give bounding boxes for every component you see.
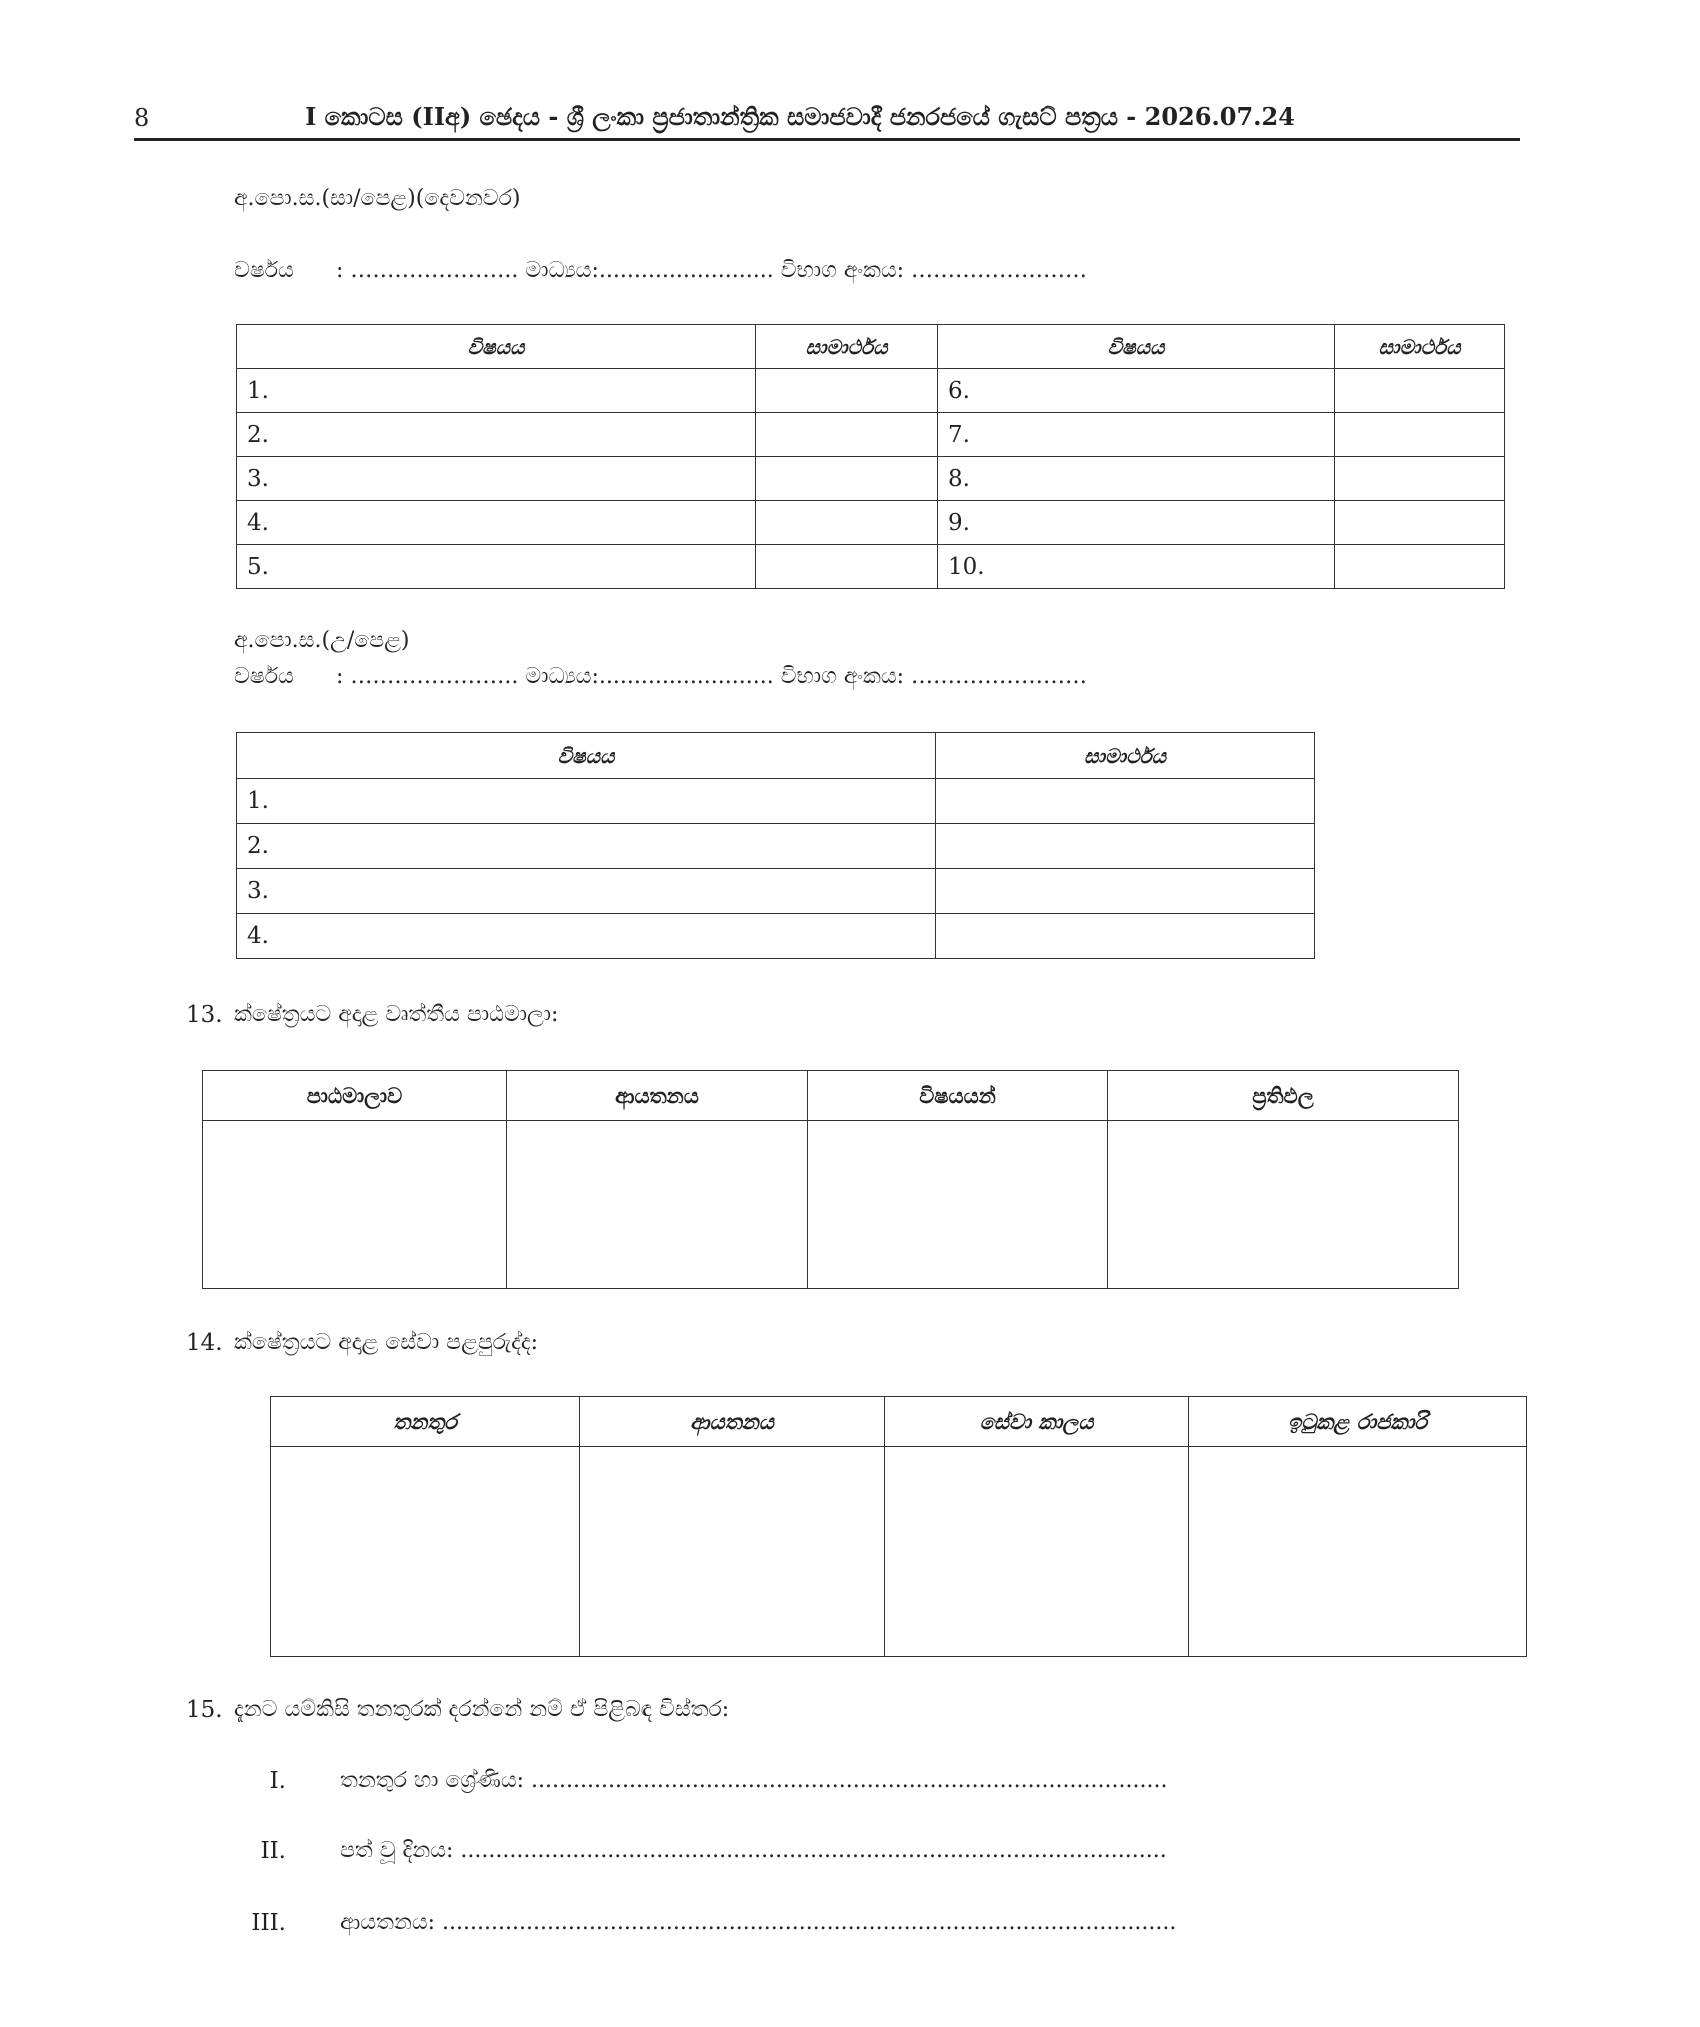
ol-col-subject-left: විෂයය [237,325,756,369]
section-14-label: ක්ෂේත්‍රයට අදාළ සේවා පළපුරුද්ද: [234,1330,539,1355]
grade-cell[interactable] [756,501,938,545]
col-position: තනතුර [271,1397,580,1447]
institute-cell[interactable] [580,1447,885,1657]
position-grade-line[interactable]: තනතුර හා ශ්‍රේණිය: ........................................................................................... [340,1768,1168,1793]
item-number: I. [269,1768,286,1794]
grade-cell[interactable] [936,869,1315,914]
grade-cell[interactable] [756,413,938,457]
grade-cell[interactable] [936,914,1315,959]
section-13-number: 13. [186,1002,223,1028]
table-row-label: 8. [938,457,1335,501]
col-institute: ආයතනය [580,1397,885,1447]
course-cell[interactable] [203,1121,507,1289]
courses-table [202,1070,1459,1289]
ol-col-grade-right: සාමාර්ථය [1335,325,1505,369]
grade-cell[interactable] [756,369,938,413]
table-row-label: 4. [237,501,756,545]
results-cell[interactable] [1108,1121,1459,1289]
ol-col-grade-left: සාමාර්ථය [756,325,938,369]
ol-col-subject-right: විෂයය [938,325,1335,369]
al-details-line: : ………………….. මාධ්‍යය:......................... විභාග අංකය: …………………… [336,664,1088,689]
table-row-label: 4. [237,914,936,959]
table-row-label: 1. [237,369,756,413]
grade-cell[interactable] [1335,545,1505,589]
section-15-label: දැනට යම්කිසි තනතුරක් දරන්නේ නම් ඒ පිළිබඳ විස්තර: [234,1697,730,1722]
grade-cell[interactable] [1335,413,1505,457]
al-heading: අ.පො.ස.(උ/පෙළ) [234,628,410,653]
table-row-label: 5. [237,545,756,589]
al-col-grade: සාමාර්ථය [936,733,1315,779]
section-13-label: ක්ෂේත්‍රයට අදාළ වෘත්තීය පාඨමාලා: [234,1002,559,1027]
grade-cell[interactable] [1335,457,1505,501]
ol-details-line: : ………………….. මාධ්‍යය:......................... විභාග අංකය: …………………… [336,258,1088,283]
subjects-cell[interactable] [808,1121,1108,1289]
header-rule [134,138,1520,141]
grade-cell[interactable] [936,779,1315,824]
ol-results-table [236,324,1505,589]
al-results-table [236,732,1315,959]
grade-cell[interactable] [936,824,1315,869]
table-row-label: 3. [237,457,756,501]
page-number: 8 [134,104,150,132]
table-row-label: 9. [938,501,1335,545]
position-cell[interactable] [271,1447,580,1657]
institute-cell[interactable] [507,1121,808,1289]
table-row-label: 10. [938,545,1335,589]
table-row-label: 2. [237,824,936,869]
institute-line[interactable]: ආයතනය: ......................................................................................................... [340,1910,1177,1935]
table-row-label: 2. [237,413,756,457]
ol-heading: අ.පො.ස.(සා/පෙළ)(දෙවනවර) [234,186,521,211]
service-period-cell[interactable] [885,1447,1189,1657]
duties-cell[interactable] [1189,1447,1527,1657]
appointment-date-line[interactable]: පත් වූ දිනය: ..................................................................................................... [340,1838,1167,1863]
section-14-number: 14. [186,1330,223,1356]
table-row-label: 3. [237,869,936,914]
col-course: පාඨමාලාව [203,1071,507,1121]
col-results: ප්‍රතිඵල [1108,1071,1459,1121]
al-year-label: වර්ෂය [234,664,294,689]
al-col-subject: විෂයය [237,733,936,779]
col-service-period: සේවා කාලය [885,1397,1189,1447]
col-institute: ආයතනය [507,1071,808,1121]
gazette-header-title: I කොටස (IIඅ) ඡෙදය - ශ්‍රී ලංකා ප්‍රජාතාන්ත්‍රික සමාජවාදී ජනරජයේ ගැසට් පත්‍රය - 2026.07.24 [305,102,1295,131]
ol-year-label: වර්ෂය [234,258,294,283]
item-number: II. [260,1838,286,1864]
grade-cell[interactable] [1335,501,1505,545]
col-subjects: විෂයයන් [808,1071,1108,1121]
table-row-label: 7. [938,413,1335,457]
grade-cell[interactable] [756,457,938,501]
table-row-label: 1. [237,779,936,824]
grade-cell[interactable] [1335,369,1505,413]
section-15-number: 15. [186,1697,223,1723]
table-row-label: 6. [938,369,1335,413]
col-duties: ඉටුකළ රාජකාරි [1189,1397,1527,1447]
grade-cell[interactable] [756,545,938,589]
item-number: III. [251,1910,286,1936]
experience-table [270,1396,1527,1657]
